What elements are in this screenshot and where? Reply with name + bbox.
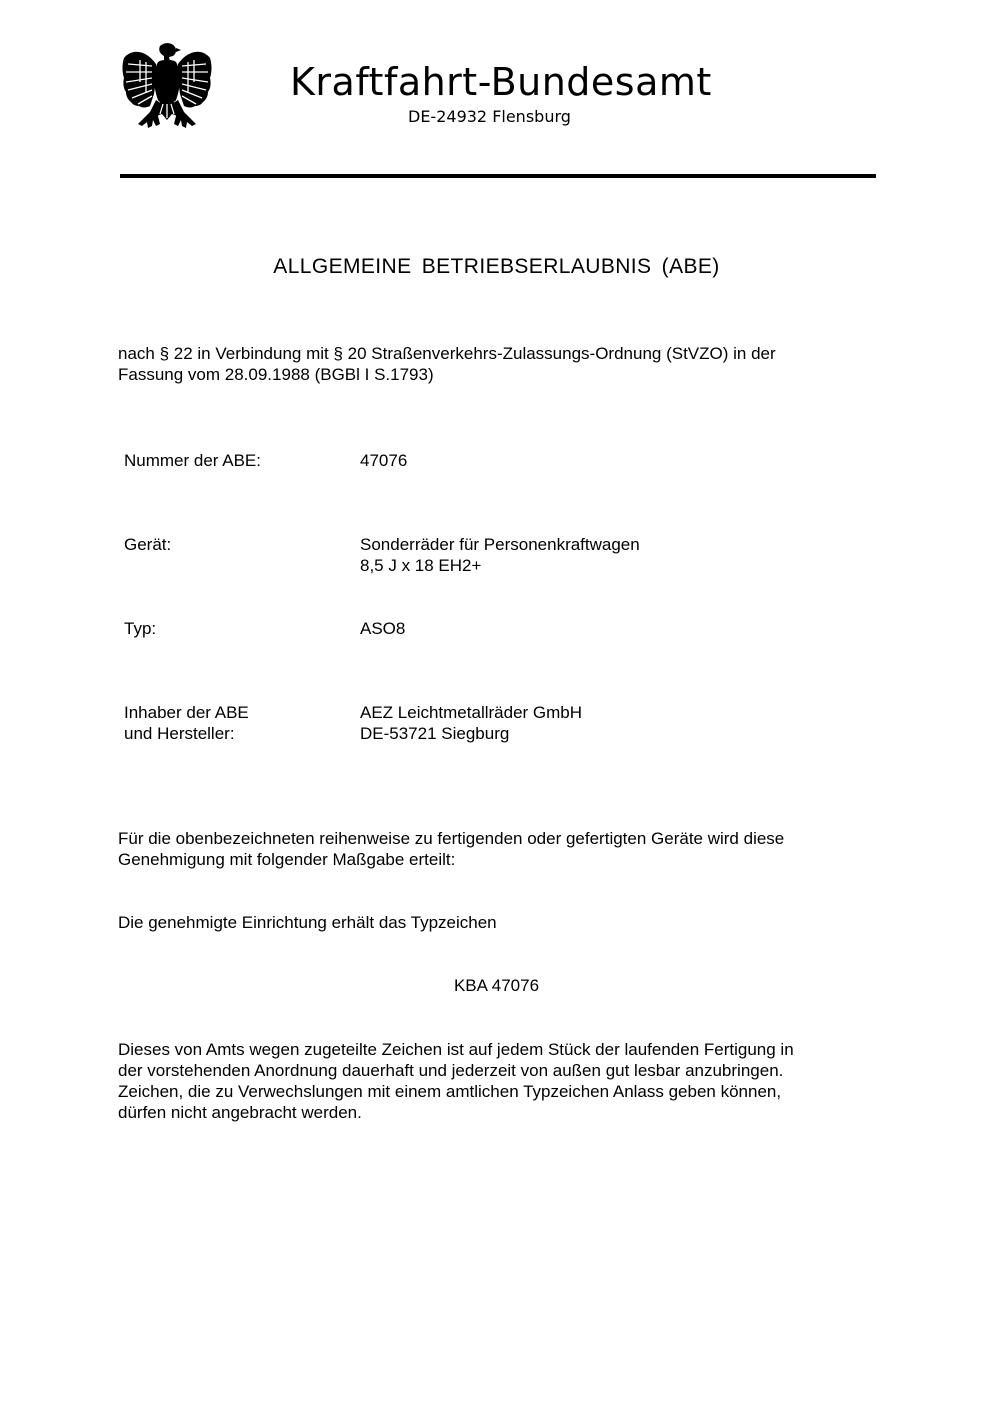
device-label: Gerät: (124, 535, 172, 554)
agency-address: DE-24932 Flensburg (408, 107, 571, 126)
closing-line: Zeichen, die zu Verwechslungen mit einem amtlichen Typzeichen Anlass geben können, (118, 1082, 782, 1101)
type-mark: KBA 47076 (453, 976, 540, 995)
approval-line: Genehmigung mit folgender Maßgabe erteilt: (118, 850, 456, 869)
holder-value (360, 702, 582, 744)
closing-paragraph (118, 1039, 878, 1123)
device-value-line: Sonderräder für Personenkraftwagen (360, 535, 640, 554)
holder-label-line: Inhaber der ABE (124, 703, 249, 722)
holder-label (124, 702, 249, 744)
type-label: Typ: (124, 619, 157, 638)
type-value: ASO8 (360, 619, 406, 638)
holder-label-line: und Hersteller: (124, 724, 235, 743)
approval-line: Für die obenbezeichneten reihenweise zu fertigenden oder gefertigten Geräte wird diese (118, 829, 785, 848)
abe-number-value: 47076 (360, 451, 408, 470)
holder-value-line: AEZ Leichtmetallräder GmbH (360, 703, 583, 722)
closing-line: der vorstehenden Anordnung dauerhaft und jederzeit von außen gut lesbar anzubringen. (118, 1061, 784, 1080)
device-value (360, 534, 640, 576)
device-value-line: 8,5 J x 18 EH2+ (360, 556, 482, 575)
approval-statement (118, 828, 878, 870)
abe-number-label: Nummer der ABE: (124, 451, 261, 470)
document-title: ALLGEMEINE BETRIEBSERLAUBNIS (ABE) (273, 255, 720, 278)
legal-basis (118, 343, 878, 385)
legal-basis-line: Fassung vom 28.09.1988 (BGBl I S.1793) (118, 365, 434, 384)
closing-line: dürfen nicht angebracht werden. (118, 1103, 362, 1122)
closing-line: Dieses von Amts wegen zugeteilte Zeichen ist auf jedem Stück der laufenden Fertigung in (118, 1040, 794, 1059)
federal-eagle-logo (120, 42, 214, 138)
legal-basis-line: nach § 22 in Verbindung mit § 20 Straßenverkehrs-Zulassungs-Ordnung (StVZO) in der (118, 344, 776, 363)
holder-value-line: DE-53721 Siegburg (360, 724, 510, 743)
type-mark-intro: Die genehmigte Einrichtung erhält das Typzeichen (118, 913, 497, 932)
header-divider (120, 174, 876, 178)
agency-name: Kraftfahrt-Bundesamt (290, 60, 712, 104)
